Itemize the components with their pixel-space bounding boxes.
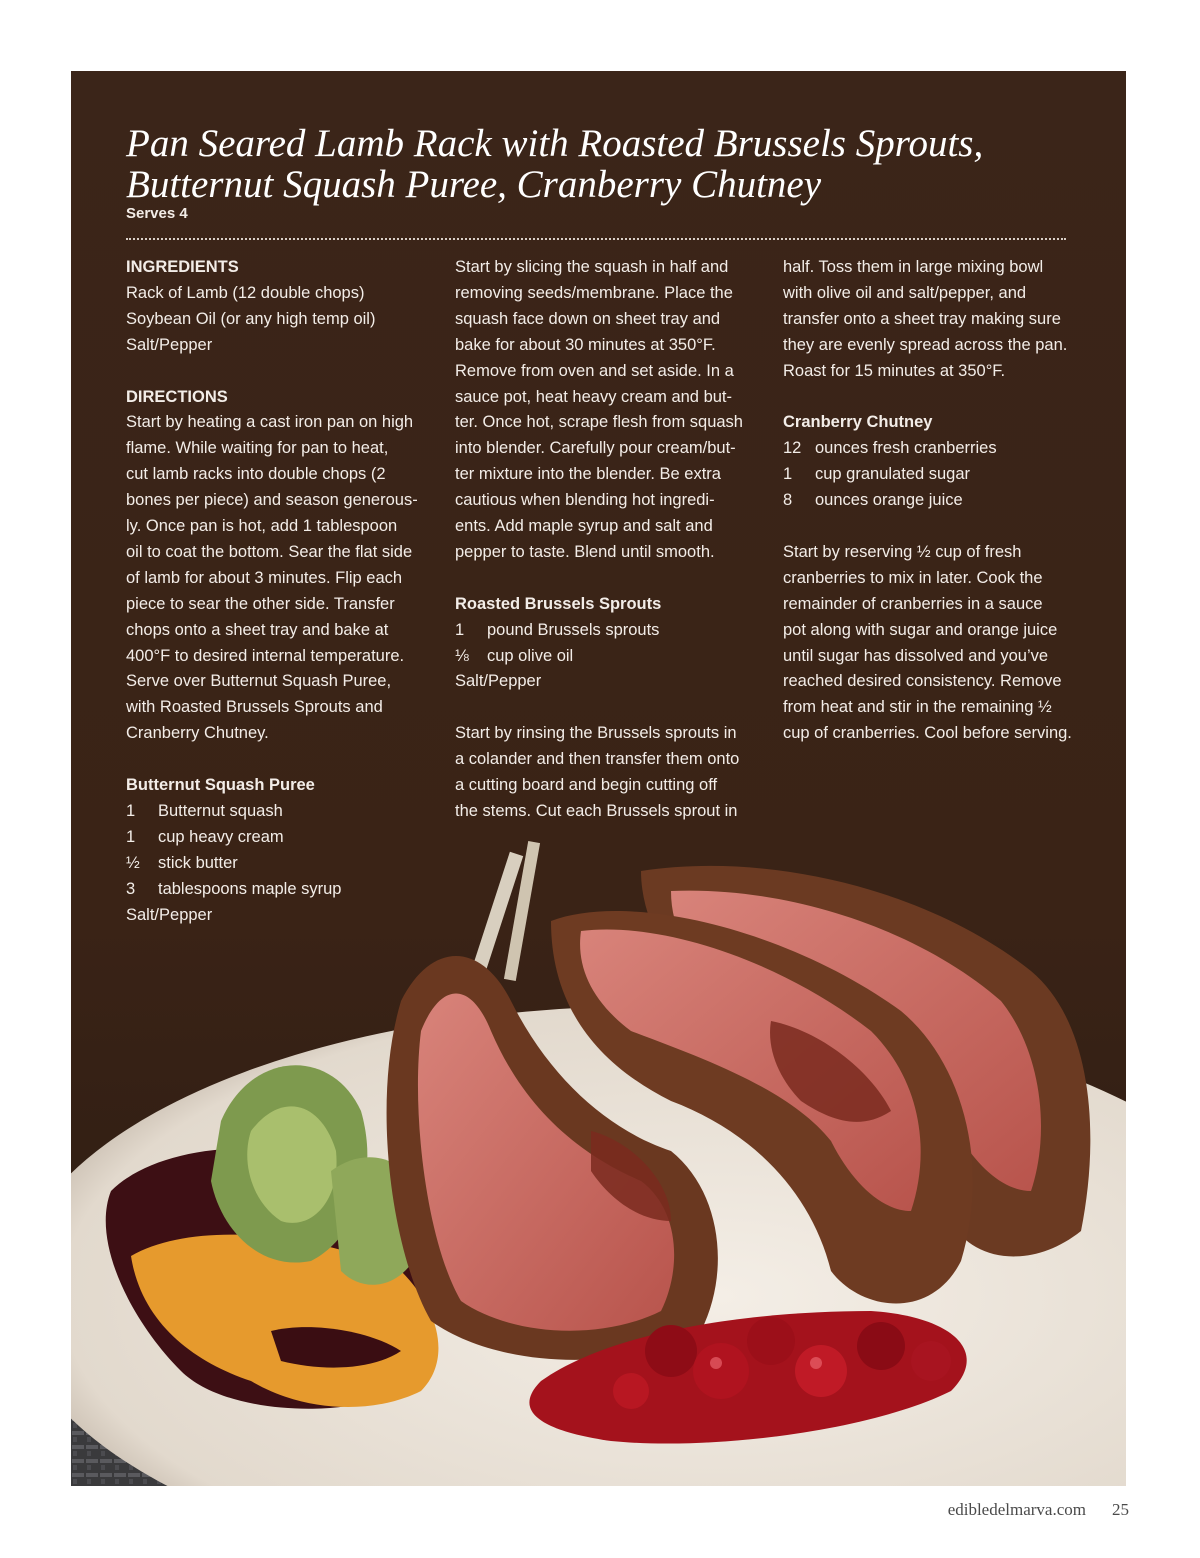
section-heading: DIRECTIONS	[126, 387, 228, 406]
body-text-line: into blender. Carefully pour cream/but-	[455, 439, 736, 458]
body-text-line: piece to sear the other side. Transfer	[126, 594, 395, 613]
ingredient-line	[126, 825, 426, 851]
ingredient-line	[455, 618, 755, 644]
section-heading: Cranberry Chutney	[783, 413, 933, 432]
dotted-divider	[126, 238, 1066, 240]
serves-label: Serves 4	[126, 205, 188, 222]
body-text-line: Start by slicing the squash in half and	[455, 258, 729, 276]
ingredient-text: Butternut squash	[158, 802, 283, 820]
body-text-line: cut lamb racks into double chops (2	[126, 465, 386, 484]
body-text-line: cranberries to mix in later. Cook the	[783, 568, 1043, 587]
body-text-line: remainder of cranberries in a sauce	[783, 594, 1043, 613]
body-text-line: bones per piece) and season generous-	[126, 491, 418, 510]
body-text-line: squash face down on sheet tray and	[455, 309, 721, 328]
ingredient-quantity: 1	[783, 465, 793, 484]
body-text-line: transfer onto a sheet tray making sure	[783, 309, 1061, 328]
ingredient-text: pound Brussels sprouts	[487, 620, 660, 639]
recipe-title-line-1: Pan Seared Lamb Rack with Roasted Brussels Sprouts,	[126, 122, 984, 165]
body-text-line: oil to coat the bottom. Sear the flat side	[126, 542, 413, 561]
ingredient-line	[126, 851, 426, 877]
ingredient-quantity: 1	[126, 827, 136, 846]
recipe-title-line-2: Butternut Squash Puree, Cranberry Chutney	[126, 163, 822, 206]
body-text-line: Salt/Pepper	[455, 672, 542, 691]
ingredient-quantity: ½	[126, 853, 140, 872]
ingredient-text: ounces fresh cranberries	[815, 439, 997, 458]
body-text-line: Rack of Lamb (12 double chops)	[126, 283, 365, 302]
body-text-line: Salt/Pepper	[126, 335, 213, 354]
ingredient-text: cup olive oil	[487, 646, 574, 665]
body-text-line: ly. Once pan is hot, add 1 tablespoon	[126, 517, 398, 536]
footer-site: edibledelmarva.com	[947, 1500, 1086, 1519]
recipe-column-2	[455, 255, 755, 825]
spacer	[783, 385, 1083, 411]
body-text-line: cup of cranberries. Cool before serving.	[783, 724, 1072, 743]
recipe-column-3	[783, 255, 1083, 747]
body-text-line: Soybean Oil (or any high temp oil)	[126, 309, 376, 328]
body-text-line: until sugar has dissolved and you’ve	[783, 646, 1049, 665]
ingredient-line	[126, 877, 426, 903]
spacer	[126, 359, 426, 385]
ingredient-text: stick butter	[158, 853, 238, 872]
ingredient-line	[126, 799, 426, 825]
body-text-line: Roast for 15 minutes at 350°F.	[783, 361, 1006, 380]
body-text-line: ter mixture into the blender. Be extra	[455, 465, 721, 484]
body-text-line: the stems. Cut each Brussels sprout in	[455, 802, 738, 820]
body-text-line: half. Toss them in large mixing bowl	[783, 258, 1044, 276]
body-text-line: with olive oil and salt/pepper, and	[783, 283, 1027, 302]
body-text-line: with Roasted Brussels Sprouts and	[126, 698, 383, 717]
body-text-line: reached desired consistency. Remove	[783, 672, 1062, 691]
body-text-line: ter. Once hot, scrape flesh from squash	[455, 413, 743, 432]
body-text-line: Start by heating a cast iron pan on high	[126, 413, 414, 432]
body-text-line: from heat and stir in the remaining ½	[783, 698, 1052, 717]
ingredient-line	[783, 462, 1083, 488]
spacer	[455, 695, 755, 721]
spacer	[126, 747, 426, 773]
body-text-line: Start by rinsing the Brussels sprouts in	[455, 724, 737, 743]
body-text-line: Salt/Pepper	[126, 905, 213, 924]
body-text-line: of lamb for about 3 minutes. Flip each	[126, 568, 403, 587]
ingredient-text: cup heavy cream	[158, 827, 284, 846]
ingredient-quantity: 1	[455, 620, 465, 639]
ingredient-quantity: ⅛	[455, 646, 469, 665]
recipe-panel	[71, 71, 1126, 1486]
recipe-title	[126, 123, 1086, 205]
page-number: 25	[1112, 1500, 1129, 1519]
ingredient-quantity: 1	[126, 802, 136, 820]
ingredient-line	[783, 436, 1083, 462]
section-heading: Butternut Squash Puree	[126, 776, 315, 795]
body-text-line: Remove from oven and set aside. In a	[455, 361, 734, 380]
ingredient-quantity: 8	[783, 491, 793, 510]
body-text-line: bake for about 30 minutes at 350°F.	[455, 335, 716, 354]
section-heading: Roasted Brussels Sprouts	[455, 594, 662, 613]
body-text-line: Start by reserving ½ cup of fresh	[783, 542, 1022, 561]
recipe-column-1	[126, 255, 426, 929]
body-text-line: 400°F to desired internal temperature.	[126, 646, 405, 665]
page-footer	[948, 1500, 1129, 1520]
ingredient-quantity: 3	[126, 879, 136, 898]
spacer	[783, 514, 1083, 540]
body-text-line: flame. While waiting for pan to heat,	[126, 439, 389, 458]
body-text-line: pot along with sugar and orange juice	[783, 620, 1058, 639]
spacer	[455, 566, 755, 592]
body-text-line: pepper to taste. Blend until smooth.	[455, 542, 715, 561]
body-text-line: cautious when blending hot ingredi-	[455, 491, 715, 510]
ingredient-line	[783, 488, 1083, 514]
ingredient-text: tablespoons maple syrup	[158, 879, 342, 898]
body-text-line: Cranberry Chutney.	[126, 724, 269, 743]
body-text-line: a cutting board and begin cutting off	[455, 776, 718, 795]
body-text-line: a colander and then transfer them onto	[455, 750, 740, 769]
body-text-line: chops onto a sheet tray and bake at	[126, 620, 389, 639]
ingredient-line	[455, 644, 755, 670]
ingredient-text: ounces orange juice	[815, 491, 963, 510]
body-text-line: removing seeds/membrane. Place the	[455, 283, 733, 302]
body-text-line: they are evenly spread across the pan.	[783, 335, 1068, 354]
ingredient-quantity: 12	[783, 439, 802, 458]
section-heading: INGREDIENTS	[126, 258, 239, 276]
body-text-line: sauce pot, heat heavy cream and but-	[455, 387, 733, 406]
body-text-line: Serve over Butternut Squash Puree,	[126, 672, 392, 691]
ingredient-text: cup granulated sugar	[815, 465, 971, 484]
body-text-line: ents. Add maple syrup and salt and	[455, 517, 713, 536]
